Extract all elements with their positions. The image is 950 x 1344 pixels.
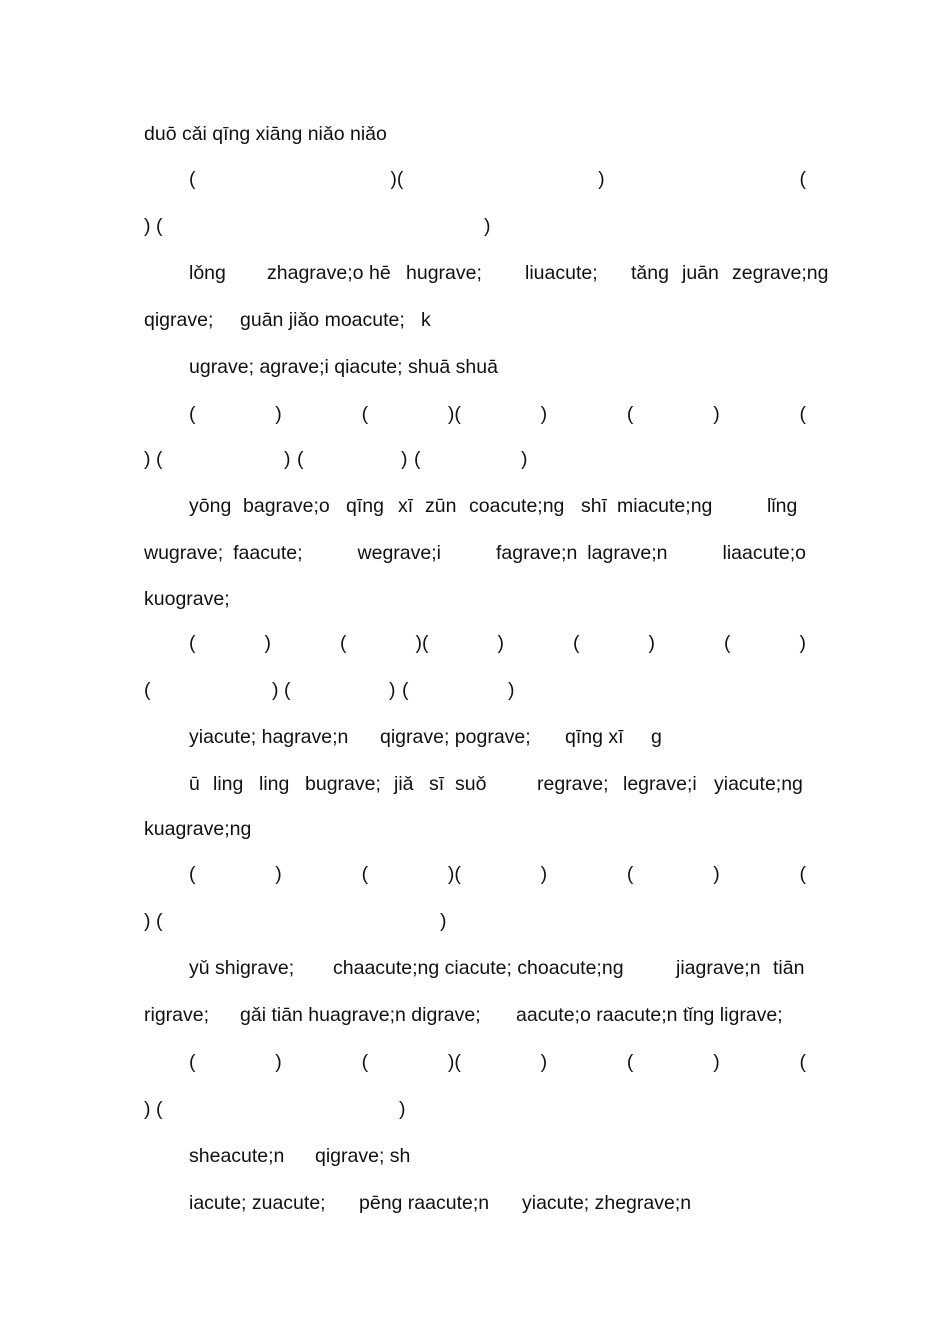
paren: (: [361, 403, 369, 425]
paren: )(: [447, 863, 461, 885]
pinyin-word: zūn: [425, 495, 457, 517]
pinyin-group: [496, 538, 668, 568]
answer-blank-line: [189, 859, 806, 889]
answer-blank-line: [144, 1094, 806, 1124]
pinyin-word: liaacute;o: [722, 542, 806, 564]
paren: ): [598, 168, 605, 190]
paren: ): [540, 403, 548, 425]
answer-blank-line: [189, 164, 806, 194]
pinyin-line: [144, 305, 806, 335]
pinyin-word: qigrave;: [144, 309, 214, 331]
pinyin-word: k: [421, 309, 431, 331]
paren: (: [156, 448, 163, 470]
pinyin-word: yiacute;ng: [714, 773, 803, 795]
pinyin-text: ugrave; agrave;i qiacute; shuā shuā: [189, 356, 498, 378]
paren: (: [284, 679, 291, 701]
paren: ): [275, 1051, 282, 1073]
paren: (: [297, 448, 304, 470]
pinyin-group: [144, 538, 303, 568]
paren: )(: [447, 403, 461, 425]
pinyin-word: sheacute;n: [189, 1145, 285, 1167]
paren: (: [189, 168, 196, 190]
paren: ): [275, 863, 282, 885]
pinyin-word: hugrave;: [406, 262, 482, 284]
pinyin-word: regrave;: [537, 773, 609, 795]
pinyin-word: shī: [581, 495, 608, 517]
pinyin-line: [189, 491, 806, 521]
paren: (: [144, 679, 151, 701]
paren: ): [713, 863, 720, 885]
pinyin-word: wegrave;i: [357, 542, 441, 564]
pinyin-line: [189, 953, 806, 983]
paren: (: [626, 863, 634, 885]
paren: (: [573, 632, 580, 654]
pinyin-word: qīng: [346, 495, 384, 517]
paren: (: [361, 1051, 369, 1073]
pinyin-line: [144, 814, 806, 844]
pinyin-word: yiacute; zhegrave;n: [522, 1192, 692, 1214]
pinyin-word: iacute; zuacute;: [189, 1192, 326, 1214]
pinyin-word: fagrave;n: [495, 542, 578, 564]
paren: (: [340, 632, 347, 654]
pinyin-word: xī: [398, 495, 414, 517]
paren: (: [626, 1051, 634, 1073]
paren: (: [414, 448, 421, 470]
pinyin-word: bugrave;: [305, 773, 381, 795]
pinyin-word: juān: [682, 262, 719, 284]
paren: )(: [390, 168, 404, 190]
pinyin-word: guān jiǎo moacute;: [240, 309, 405, 331]
pinyin-line: [189, 722, 806, 752]
paren: ): [275, 403, 282, 425]
pinyin-word: wugrave;: [144, 542, 224, 564]
pinyin-word: kuagrave;ng: [144, 818, 252, 840]
paren: ): [713, 1051, 720, 1073]
pinyin-word: tiān: [773, 957, 805, 979]
paren: ): [508, 679, 515, 701]
paren: ): [497, 632, 504, 654]
paren: (: [402, 679, 409, 701]
paren: )(: [447, 1051, 461, 1073]
pinyin-line: [189, 1188, 806, 1218]
paren: ): [540, 1051, 548, 1073]
paren: ): [648, 632, 655, 654]
pinyin-word: yōng: [189, 495, 232, 517]
pinyin-word: miacute;ng: [617, 495, 713, 517]
pinyin-word: g: [651, 726, 662, 748]
pinyin-word: zhagrave;o: [267, 262, 364, 284]
paren: )(: [415, 632, 429, 654]
paren: (: [361, 863, 369, 885]
paren: (: [799, 403, 806, 425]
paren: (: [626, 403, 634, 425]
pinyin-word: rigrave;: [144, 1004, 210, 1026]
pinyin-word: ū: [189, 773, 200, 795]
paren: ): [144, 1098, 151, 1120]
paren: ): [484, 215, 491, 237]
paren: ): [399, 1098, 406, 1120]
paren: (: [156, 1098, 163, 1120]
answer-blank-line: [189, 1047, 806, 1077]
paren: ): [144, 448, 151, 470]
pinyin-line: [189, 1141, 806, 1171]
pinyin-text: duō cǎi qīng xiāng niǎo niǎo: [144, 123, 387, 145]
pinyin-word: qigrave; pograve;: [380, 726, 531, 748]
pinyin-line: [144, 1000, 806, 1030]
paren: ): [144, 910, 151, 932]
pinyin-word: yiacute; hagrave;n: [189, 726, 349, 748]
paren: ): [799, 632, 806, 654]
answer-blank-line: [144, 444, 806, 474]
answer-blank-line: [144, 211, 806, 241]
paren: ): [284, 448, 291, 470]
pinyin-word: coacute;ng: [469, 495, 565, 517]
pinyin-word: liuacute;: [525, 262, 598, 284]
pinyin-word: zegrave;ng: [732, 262, 829, 284]
answer-blank-line: [189, 628, 806, 658]
answer-blank-line: [144, 675, 806, 705]
paren: (: [189, 863, 196, 885]
paren: ): [540, 863, 548, 885]
pinyin-word: lǐng: [767, 495, 798, 517]
paren: ): [713, 403, 720, 425]
paren: ): [521, 448, 528, 470]
pinyin-word: gǎi tiān huagrave;n digrave;: [240, 1004, 481, 1026]
pinyin-word: bagrave;o: [243, 495, 330, 517]
paren: (: [189, 403, 196, 425]
pinyin-word: ling: [213, 773, 244, 795]
paren: (: [156, 910, 163, 932]
paren: (: [156, 215, 163, 237]
pinyin-word: lǒng: [189, 262, 226, 284]
paren: ): [389, 679, 396, 701]
paren: ): [272, 679, 279, 701]
pinyin-word: hē: [369, 262, 391, 284]
text-line: [144, 119, 806, 149]
pinyin-word: yǔ shigrave;: [189, 957, 295, 979]
pinyin-line: [144, 538, 806, 568]
paren: (: [799, 168, 806, 190]
pinyin-word: chaacute;ng ciacute; choacute;ng: [333, 957, 624, 979]
pinyin-line: [189, 352, 806, 382]
pinyin-word: jiagrave;n: [676, 957, 761, 979]
paren: ): [401, 448, 408, 470]
pinyin-word: kuograve;: [144, 588, 230, 610]
pinyin-word: pēng raacute;n: [359, 1192, 490, 1214]
pinyin-line: [189, 258, 829, 288]
pinyin-word: ling: [259, 773, 290, 795]
pinyin-word: qigrave; sh: [315, 1145, 411, 1167]
pinyin-word: qīng xī: [565, 726, 624, 748]
pinyin-word: lagrave;n: [587, 542, 668, 564]
paren: ): [264, 632, 271, 654]
pinyin-word: suǒ: [455, 773, 487, 795]
paren: ): [144, 215, 151, 237]
pinyin-word: faacute;: [233, 542, 303, 564]
pinyin-word: sī: [429, 773, 445, 795]
paren: ): [440, 910, 447, 932]
paren: (: [189, 632, 196, 654]
pinyin-line: [189, 769, 806, 799]
pinyin-word: jiǎ: [394, 773, 414, 795]
pinyin-word: aacute;o raacute;n tǐng ligrave;: [516, 1004, 783, 1026]
answer-blank-line: [189, 399, 806, 429]
paren: (: [799, 1051, 806, 1073]
pinyin-word: legrave;i: [623, 773, 697, 795]
paren: (: [799, 863, 806, 885]
answer-blank-line: [144, 906, 806, 936]
paren: (: [189, 1051, 196, 1073]
paren: (: [724, 632, 731, 654]
pinyin-word: tǎng: [631, 262, 669, 284]
pinyin-line: [144, 584, 806, 614]
